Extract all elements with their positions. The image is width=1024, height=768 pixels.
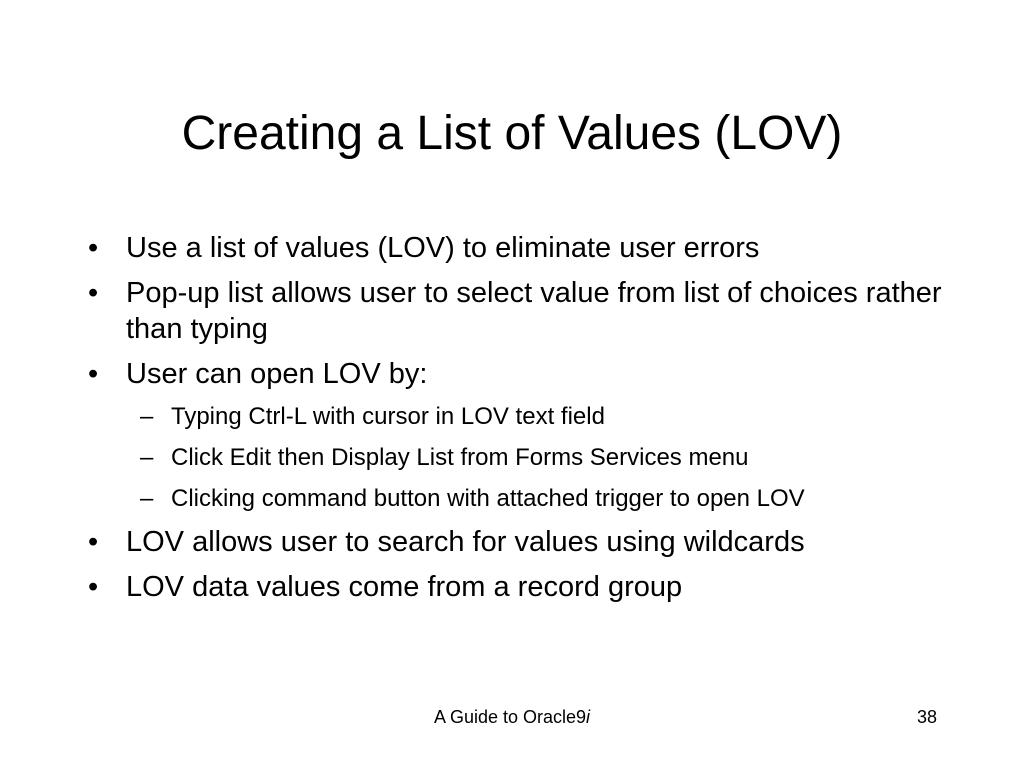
footer-title: [0, 706, 1024, 728]
sub-bullet-text: Clicking command button with attached trigger to open LOV: [171, 485, 805, 512]
sub-bullet-text: Click Edit then Display List from Forms Services menu: [171, 444, 749, 471]
sub-bullet-item: [84, 483, 964, 514]
footer-title-italic: i: [586, 707, 591, 727]
bullet-marker: •: [88, 232, 99, 264]
bullet-item: [84, 569, 964, 605]
sub-bullet-text: Typing Ctrl-L with cursor in LOV text field: [171, 403, 605, 430]
bullet-text: LOV data values come from a record group: [126, 571, 683, 603]
sub-bullet-list: [84, 401, 964, 514]
bullet-marker: •: [88, 526, 99, 558]
sub-bullet-marker: –: [140, 403, 154, 430]
sub-bullet-item: [84, 442, 964, 473]
footer-title-main: A Guide to Oracle9: [433, 707, 587, 727]
bullet-marker: •: [88, 571, 99, 603]
slide-title: Creating a List of Values (LOV): [181, 107, 843, 160]
bullet-marker: •: [88, 277, 99, 309]
sub-bullet-item: [84, 401, 964, 432]
bullet-item: [84, 275, 964, 347]
sub-bullet-marker: –: [140, 444, 154, 471]
bullet-text: Pop-up list allows user to select value from list of choices rather than typing: [126, 277, 942, 345]
sub-bullet-marker: –: [140, 485, 154, 512]
slide-body: [84, 230, 964, 614]
bullet-marker: •: [88, 358, 99, 390]
bullet-item: [84, 356, 964, 392]
bullet-text: Use a list of values (LOV) to eliminate user errors: [126, 232, 760, 264]
bullet-item: [84, 524, 964, 560]
bullet-text: LOV allows user to search for values using wildcards: [126, 526, 805, 558]
bullet-item: [84, 230, 964, 266]
page-number: 38: [916, 707, 937, 727]
bullet-text: User can open LOV by:: [126, 358, 428, 390]
